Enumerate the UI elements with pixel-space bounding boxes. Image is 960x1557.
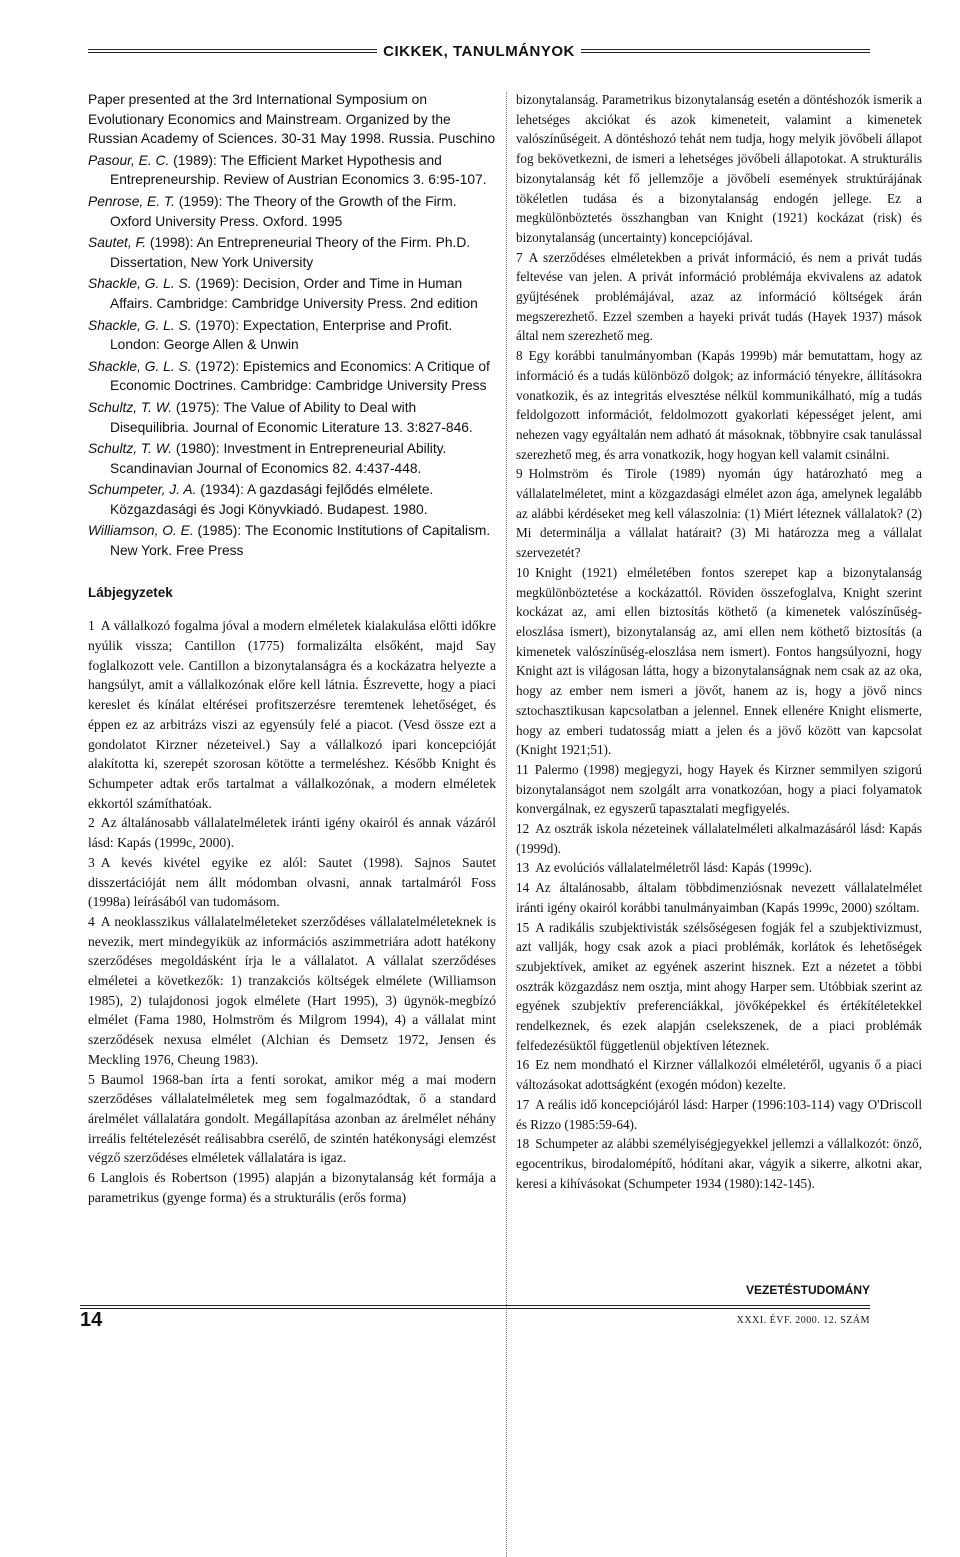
reference-author: Shackle, G. L. S.: [88, 358, 192, 374]
reference-author: Shackle, G. L. S.: [88, 276, 192, 292]
reference-text: (1980): Investment in Entrepreneurial Ability. Scandinavian Journal of Economics 82. 4:437-448.: [110, 441, 447, 476]
footnote-item: [88, 1168, 496, 1207]
footnote-list-left: [88, 616, 496, 1207]
footnote-number: 15: [516, 919, 530, 935]
footnote-text: Az evolúciós vállalatelméletről lásd: Kapás (1999c).: [535, 860, 813, 876]
footnote-number: 8: [516, 348, 523, 364]
footnote-text: Baumol 1968-ban írta a fenti sorokat, amikor még a mai modern szerződéses vállalatelméletek meg sem fogalmazódtak, ő a standard árelmélet vállalatára gondolt. Megállapítása azonban az árelmélet néhány irreális feltételezését reálisabbra cserélő, de szintén hatékonysági elemzést végző szerződéses elméletek vállalatára is igaz.: [88, 1071, 496, 1166]
reference-text: (1969): Decision, Order and Time in Human Affairs. Cambridge: Cambridge University Press. 2nd edition: [110, 276, 478, 311]
reference-author: Shackle, G. L. S.: [88, 317, 192, 333]
footnote-text: Schumpeter az alábbi személyiségjegyekkel jellemzi a vállalkozót: önző, egocentrikus, birodalomépítő, hódítani akar, vágyik a sikerre, alkotni akar, keresi a kihívásokat (Schumpeter 1934 (1980):142-145).: [516, 1136, 922, 1191]
footnote-number: 11: [516, 761, 529, 777]
footnote-number: 16: [516, 1057, 530, 1073]
reference-author: Schultz, T. W.: [88, 399, 173, 415]
footnote-text: Holmström és Tirole (1989) nyomán úgy határozható meg a vállalatelméletet, mint a közgazdasági elmélet azon ága, amelynek legalább az alábbi kérdéseket meg kell válaszolnia: (1) Miért léteznek vállalatok? (2) Mi determinálja a vállalat határait? (3) Mi határozza meg a vállalat szervezetét?: [516, 466, 922, 561]
footnote-item: [88, 853, 496, 912]
left-column: [88, 90, 496, 1207]
footnote-item: [516, 346, 922, 464]
reference-item: [88, 274, 496, 313]
footnote-continuation: bizonytalanság. Parametrikus bizonytalanság esetén a döntéshozók ismerik a lehetséges akciókat és azok kimeneteit, valamint a kimenetek valószínűségeit. A döntéshozó tehát nem tudja, hogy melyik jövőbeli állapot fog bekövetkezni, de ismeri a lehetséges jövőbeli állapotokat. A strukturális bizonytalanság két fő jellemzője a jövőbeli események struktúrájának tökéletlen tudása és a bizonytalanság endogén jellege. Ez a megkülönböztetés összhangban van Knight (1921) kockázat (risk) és bizonytalanság (uncertainty) koncepciójával.: [516, 92, 922, 245]
footnote-number: 18: [516, 1136, 530, 1152]
reference-item: [88, 316, 496, 355]
paper-note: Paper presented at the 3rd International Symposium on Evolutionary Economics and Mainstream. Organized by the Russian Academy of Sciences. 30-31 May 1998. Russia. Puschino: [88, 92, 496, 147]
reference-text: (1989): The Efficient Market Hypothesis and Entrepreneurship. Review of Austrian Economics 3. 6:95-107.: [110, 152, 487, 188]
footnote-text: A kevés kivétel egyike ez alól: Sautet (1998). Sajnos Sautet disszertációját nem állt módomban olvasni, annak tartalmáról Foss (1998a) leírásából van tudomásom.: [88, 854, 496, 910]
footnote-text: A vállalkozó fogalma jóval a modern elméletek kialakulása előtti időkre nyúlik vissza; Cantillon (1775) formalizálta elsőként, majd Say foglalkozott vele. Cantillon a bizonytalanságra és a kockázatra helyezte a hangsúlyt, amit a vállalkozónak előre kell látnia. Észrevette, hogy a piaci kereslet és kínálat eltérései profitszerzésre teremtenek lehetőséget, és éppen ez az arbitrázs viszi az egyensúly felé a piacot. (Vesd össze ezt a gondolatot Kirzner nézeteivel.) Say a vállalkozó ipari koncepcióját alakította ki, szerepét szorosan kötötte a termeléshez. Később Knight és Schumpeter adtak erős tartalmat a vállalkozónak, a modern elméletek ekkortól számíthatóak.: [88, 618, 496, 811]
reference-author: Sautet, F.: [88, 235, 147, 251]
footnote-text: Az általánosabb, általam többdimenziósnak nevezett vállalatelmélet iránti igény okairól korábbi tanulmányaimban (Kapás 1999c, 2000) szóltam.: [516, 880, 922, 915]
section-title: CIKKEK, TANULMÁNYOK: [383, 42, 575, 60]
reference-item: [88, 192, 496, 231]
reference-text: (1985): The Economic Institutions of Capitalism. New York. Free Press: [110, 523, 491, 559]
reference-list: [88, 151, 496, 561]
reference-author: Penrose, E. T.: [88, 193, 175, 209]
reference-item: [88, 439, 496, 478]
footnote-number: 1: [88, 618, 95, 634]
issue-info: XXXI. ÉVF. 2000. 12. SZÁM: [736, 1315, 870, 1326]
footnote-text: A reális idő koncepciójáról lásd: Harper (1996:103-114) vagy O'Driscoll és Rizzo (1985:59-64).: [516, 1096, 922, 1132]
footnote-item: [516, 858, 922, 878]
reference-text: (1959): The Theory of the Growth of the Firm. Oxford University Press. Oxford. 1995: [110, 193, 457, 229]
reference-text: (1972): Epistemics and Economics: A Critique of Economic Doctrines. Cambridge: Cambridge University Press: [110, 358, 490, 394]
footnote-list-right: [516, 248, 922, 1194]
reference-author: Pasour, E. C.: [88, 152, 170, 168]
footnote-number: 13: [516, 860, 530, 876]
footnote-item: [516, 464, 922, 563]
footnote-item: [516, 878, 922, 917]
footnote-number: 4: [88, 913, 95, 929]
footnote-item: [88, 1070, 496, 1169]
footnote-text: Az általánosabb vállalatelméletek iránti igény okairól és annak vázáról lásd: Kapás (1999c, 2000).: [88, 815, 496, 851]
reference-item: [88, 521, 496, 560]
reference-item: [88, 480, 496, 519]
reference-item: [88, 233, 496, 272]
footnote-item: [88, 912, 496, 1070]
footnote-text: Palermo (1998) megjegyzi, hogy Hayek és Kirzner semmilyen szigorú bizonytalanságot nem szolgált arra vonatkozóan, hogy a piaci folyamatok konvergálnak, ez egyszerű tapasztalati megfigyelés.: [516, 761, 922, 817]
reference-item: [88, 357, 496, 396]
footer-rule: [80, 1305, 870, 1309]
footnote-item: [88, 813, 496, 852]
footnote-text: Ez nem mondható el Kirzner vállalkozói elméletéről, ugyanis ő a piaci változásokat adottságként (exogén módon) kezelte.: [516, 1057, 922, 1093]
right-column: [516, 90, 922, 1193]
reference-author: Schultz, T. W.: [88, 441, 173, 457]
footnote-number: 17: [516, 1096, 530, 1112]
footnote-number: 6: [88, 1170, 95, 1186]
footnote-text: Az osztrák iskola nézeteinek vállalatelméleti alkalmazásáról lásd: Kapás (1999d).: [516, 821, 922, 856]
footnote-item: [516, 918, 922, 1056]
footnote-text: A szerződéses elméletekben a privát információ, és nem a privát tudás feltevése van jelen. A privát információ problémája ekvivalens az adatok gyűjtésének problémájával, azaz az információ költségek árán megszerezhető. Ezzel szemben a hayeki privát tudás (Hayek 1937) mások által nem szerezhető meg.: [516, 249, 922, 344]
reference-text: (1970): Expectation, Enterprise and Profit. London: George Allen & Unwin: [110, 317, 453, 353]
reference-text: (1975): The Value of Ability to Deal with Disequilibria. Journal of Economic Literature 13. 3:827-846.: [110, 399, 473, 435]
reference-author: Williamson, O. E.: [88, 523, 194, 539]
footnote-item: [516, 563, 922, 760]
footnote-item: [516, 1095, 922, 1134]
reference-text: (1934): A gazdasági fejlődés elmélete. Közgazdasági és Jogi Könyvkiadó. Budapest. 1980.: [110, 482, 434, 517]
footnote-item: [516, 248, 922, 347]
section-header: [88, 38, 870, 64]
footnote-item: [516, 1055, 922, 1094]
page-footer: [80, 1283, 870, 1335]
reference-text: (1998): An Entrepreneurial Theory of the Firm. Ph.D. Dissertation, New York University: [110, 235, 471, 270]
footnote-number: 5: [88, 1071, 95, 1087]
footnote-item: [88, 616, 496, 813]
reference-item: [88, 398, 496, 437]
footnote-number: 9: [516, 466, 523, 482]
footnote-item: [516, 760, 922, 819]
page-number: 14: [80, 1309, 103, 1331]
footnote-text: Knight (1921) elméletében fontos szerepet kap a bizonytalanság megkülönböztetése a kockázattól. Röviden összefoglalva, Knight szerint kockázat az, ami ellen biztosítás köthető (a kimenetek valószínűség-eloszlása ismert), bizonytalanság az, ami ellen nem köthető biztosítás (a kimenetek valószínűség-eloszlása nem ismert). Fontos hangsúlyozni, hogy Knight azt is világosan látta, hogy a bizonytalanságnak nem csak az az oka, hogy az ember nem ismeri a jövőt, hanem az is, hogy a jövő nincs sztochasztikusan kapcsolatban a jelennel. Ennek ellenére Knight elismerte, hogy az emberi tudatosság miatt a jelen és a jövő között van kapcsolat (Knight 1921;51).: [516, 564, 922, 758]
header-rule-left: [88, 49, 377, 53]
footnote-text: Egy korábbi tanulmányomban (Kapás 1999b) már bemutattam, hogy az információ és a tudás különböző dolgok; az információ tényekre, állításokra vonatkozik, és az integritás elvesztése nélkül kommunikálható, míg a tudás feldolgozott információt, feldolmozott gyakorlati képességet jelent, ami nehezen vagy egyáltalán nem adható át másoknak, többnyire csak tanulással szerezhető meg, és arra vonatkozik, hogy hogyan kell valamit csinálni.: [516, 348, 922, 462]
footnote-item: [516, 819, 922, 858]
footnote-number: 12: [516, 821, 530, 837]
footnote-number: 14: [516, 880, 530, 896]
footnotes-heading: Lábjegyzetek: [88, 584, 173, 600]
footnote-text: Langlois és Robertson (1995) alapján a bizonytalanság két formája a parametrikus (gyenge forma) és a strukturális (erős forma): [88, 1170, 496, 1205]
footnote-number: 10: [516, 564, 530, 580]
header-rule-right: [581, 49, 870, 53]
footnote-number: 7: [516, 249, 523, 265]
reference-author: Schumpeter, J. A.: [88, 482, 197, 498]
column-divider: [506, 92, 507, 1557]
footnote-text: A radikális szubjektivisták szélsőségesen fogják fel a szubjektivizmust, azt vallják, hogy csak azok a piaci problémák, korlátok és lehetőségek szubjektívek, amiket az egyének aszerint hisznek. Ezt a nézetet a többi osztrák közgazdász nem osztja, mint ahogy Harper sem. Utóbbiak szerint az egyének szubjektív preferenciákkal, jövőképekkel és értékítéletekkel rendelkeznek, és ezek alapján cselekszenek, de a piaci problémák felfedezésüktől függetlenül objektíven léteznek.: [516, 919, 922, 1053]
journal-name: VEZETÉSTUDOMÁNY: [745, 1283, 870, 1297]
reference-item: [88, 151, 496, 190]
footnote-item: [516, 1134, 922, 1193]
footnote-text: A neoklasszikus vállalatelméleteket szerződéses vállalatelméleteknek is nevezik, mert mindegyikük az információs aszimmetriára adott hatékony szerződéses megoldásként írja le a vállalatot. A vállalat szerződéses elméletei a következők: 1) tranzakciós költségek elmélete (Williamson 1985), 2) tulajdonosi jogok elmélete (Hart 1995), 3) ügynök-megbízó elmélet (Fama 1980, Holmström és Milgrom 1994), 4) a vállalat mint szerződések nexusa elmélet (Alchian és Demsetz 1972, Jensen és Meckling 1976, Cheung 1983).: [88, 913, 496, 1067]
footnote-number: 2: [88, 815, 95, 831]
footnote-number: 3: [88, 854, 95, 870]
